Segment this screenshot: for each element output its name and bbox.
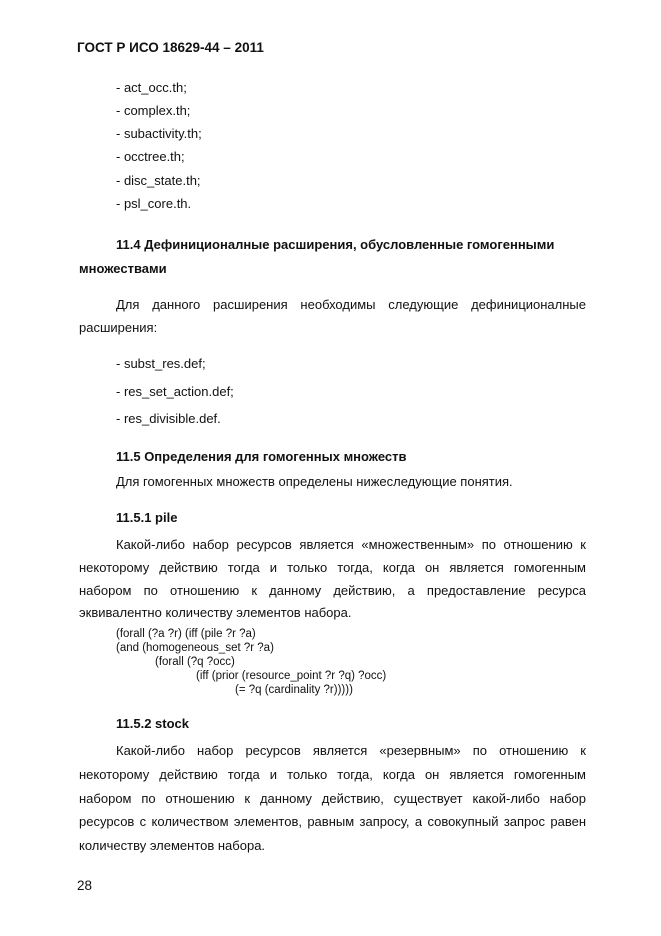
paragraph-line: количеству элементов набора.	[79, 838, 266, 854]
section-heading-11-4-line1: 11.4 Дефиниционалные расширения, обусловленные гомогенными	[116, 237, 555, 252]
code-line: (forall (?a ?r) (iff (pile ?r ?a)	[116, 628, 256, 640]
paragraph-11-5-1	[79, 534, 586, 625]
list-item: - disc_state.th;	[116, 173, 201, 188]
list-item: - act_occ.th;	[116, 80, 187, 95]
paragraph-line: Какой-либо набор ресурсов является «множественным» по отношению к	[116, 537, 586, 552]
paragraph-line: Какой-либо набор ресурсов является «резервным» по отношению к	[116, 743, 586, 758]
list-item: - occtree.th;	[116, 149, 185, 164]
section-heading-11-5: 11.5 Определения для гомогенных множеств	[116, 449, 407, 464]
section-heading-11-5-2: 11.5.2 stock	[116, 716, 189, 731]
code-line: (iff (prior (resource_point ?r ?q) ?occ)	[196, 670, 387, 682]
code-line: (= ?q (cardinality ?r)))))	[235, 684, 353, 696]
paragraph-line: ресурсов с количеством элементов, равным запросу, а совокупный запрос равен	[79, 814, 586, 830]
paragraph-line: Для данного расширения необходимы следующие дефиниционалные	[116, 297, 586, 312]
paragraph-line: эквивалентно количеству элементов набора.	[79, 605, 352, 621]
paragraph-line: набором по отношению к данному действию, а предоставление ресурса	[79, 582, 586, 598]
paragraph-line: Для гомогенных множеств определены нижеследующие понятия.	[116, 474, 513, 489]
list-item: - subst_res.def;	[116, 356, 206, 371]
list-item: - complex.th;	[116, 103, 191, 118]
list-item: - res_divisible.def.	[116, 411, 221, 426]
paragraph-line: набором по отношению к данному действию, существует какой-либо набор	[79, 790, 586, 806]
page-number: 28	[77, 878, 93, 893]
list-item: - subactivity.th;	[116, 126, 202, 141]
code-line: (and (homogeneous_set ?r ?a)	[116, 642, 274, 654]
section-heading-11-4-line2: множествами	[79, 261, 167, 276]
section-heading-11-5-1: 11.5.1 pile	[116, 510, 178, 525]
paragraph-11-5-2	[79, 739, 586, 859]
paragraph-line: некоторому действию тогда и только тогда, когда он является гомогенным	[79, 766, 586, 782]
code-line: (forall (?q ?occ)	[155, 656, 235, 668]
paragraph-line: некоторому действию тогда и только тогда, когда он является гомогенным	[79, 559, 586, 575]
list-item: - res_set_action.def;	[116, 384, 234, 399]
paragraph-line: расширения:	[79, 320, 158, 335]
list-item: - psl_core.th.	[116, 196, 192, 211]
page-header-title: ГОСТ Р ИСО 18629-44 – 2011	[77, 40, 264, 55]
